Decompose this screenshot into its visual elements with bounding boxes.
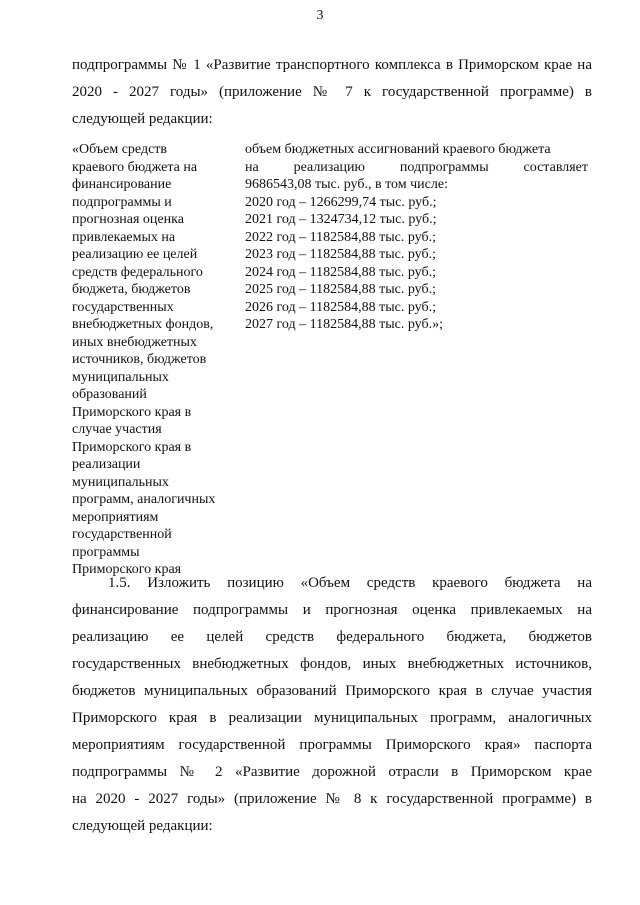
- right-line: 9686543,08 тыс. руб., в том числе:: [245, 177, 448, 192]
- left-line: прогнозная оценка: [72, 212, 184, 227]
- right-line: 2025 год – 1182584,88 тыс. руб.;: [245, 282, 436, 297]
- right-line: на реализацию подпрограммы составляет: [245, 159, 588, 175]
- section-line: реализацию ее целей средств федерального бюджета, бюджетов: [72, 629, 592, 645]
- intro-paragraph: [72, 52, 592, 133]
- left-line: реализацию ее целей: [72, 247, 198, 262]
- left-line: Приморского края в: [72, 404, 192, 420]
- left-line: Приморского края в: [72, 439, 192, 455]
- table-left-column: [72, 141, 242, 579]
- intro-line: следующей редакции:: [72, 111, 213, 127]
- right-line: 2023 год – 1182584,88 тыс. руб.;: [245, 247, 436, 262]
- left-line: государственных: [72, 299, 174, 315]
- left-line: «Объем средств: [72, 142, 168, 157]
- left-line: иных внебюджетных: [72, 334, 197, 350]
- section-line: мероприятиям государственной программы Приморского края» паспорта: [72, 737, 592, 753]
- section-line: следующей редакции:: [72, 818, 213, 834]
- left-line: источников, бюджетов: [72, 352, 207, 367]
- section-line: 1.5. Изложить позицию «Объем средств краевого бюджета на: [108, 575, 592, 591]
- section-paragraph: [72, 570, 592, 840]
- table-right-column: [245, 141, 588, 334]
- right-line: 2024 год – 1182584,88 тыс. руб.;: [245, 264, 436, 280]
- right-line: 2022 год – 1182584,88 тыс. руб.;: [245, 229, 436, 245]
- left-line: случае участия: [72, 422, 162, 437]
- left-line: муниципальных: [72, 369, 169, 385]
- left-line: финансирование: [72, 177, 172, 192]
- left-line: внебюджетных фондов,: [72, 317, 214, 332]
- section-line: на 2020 - 2027 годы» (приложение № 8 к государственной программе) в: [72, 791, 592, 807]
- right-line: 2026 год – 1182584,88 тыс. руб.;: [245, 299, 436, 315]
- section-line: финансирование подпрограммы и прогнозная оценка привлекаемых на: [72, 602, 592, 618]
- section-line: подпрограммы № 2 «Развитие дорожной отрасли в Приморском крае: [72, 764, 592, 780]
- left-line: реализации: [72, 457, 141, 472]
- left-line: подпрограммы и: [72, 194, 172, 210]
- intro-line: 2020 - 2027 годы» (приложение № 7 к государственной программе) в: [72, 84, 592, 100]
- left-line: программ, аналогичных: [72, 492, 216, 507]
- right-line: 2027 год – 1182584,88 тыс. руб.»;: [245, 317, 443, 332]
- left-line: образований: [72, 387, 147, 402]
- section-line: государственных внебюджетных фондов, иных внебюджетных источников,: [72, 656, 592, 672]
- left-line: средств федерального: [72, 264, 203, 280]
- left-line: мероприятиям: [72, 509, 159, 525]
- left-line: привлекаемых на: [72, 229, 176, 245]
- right-line: 2020 год – 1266299,74 тыс. руб.;: [245, 194, 437, 210]
- intro-line: подпрограммы № 1 «Развитие транспортного комплекса в Приморском крае на: [72, 57, 592, 73]
- right-line: 2021 год – 1324734,12 тыс. руб.;: [245, 212, 437, 227]
- left-line: муниципальных: [72, 474, 169, 490]
- section-line: Приморского края в реализации муниципальных программ, аналогичных: [72, 710, 592, 726]
- left-line: бюджета, бюджетов: [72, 282, 191, 297]
- left-line: программы: [72, 544, 140, 560]
- left-line: государственной: [72, 527, 172, 542]
- right-line: объем бюджетных ассигнований краевого бюджета: [245, 142, 551, 157]
- left-line: краевого бюджета на: [72, 159, 198, 175]
- page-number: 3: [316, 8, 324, 23]
- section-line: бюджетов муниципальных образований Приморского края в случае участия: [72, 683, 592, 699]
- left-line: Приморского края: [72, 562, 182, 577]
